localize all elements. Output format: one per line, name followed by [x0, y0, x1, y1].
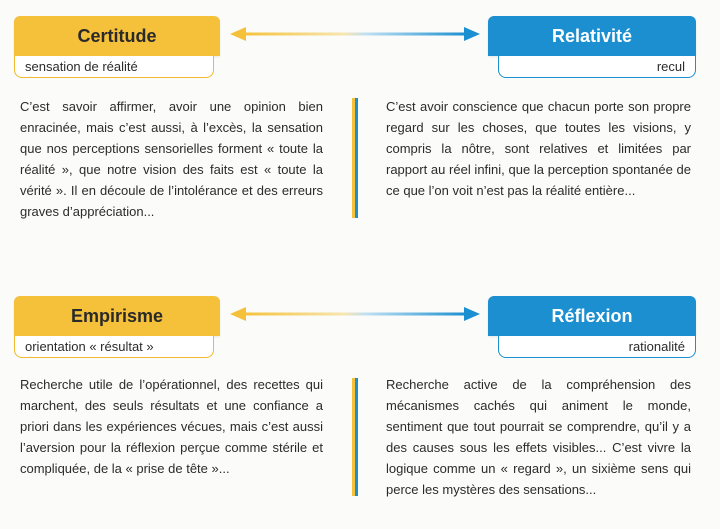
- card-title-reflexion: Réflexion: [488, 296, 696, 336]
- card-title-relativite: Relativité: [488, 16, 696, 56]
- card-title-certitude: Certitude: [14, 16, 220, 56]
- double-arrow-row2: [230, 304, 480, 324]
- arrow-left-head-icon: [230, 307, 246, 321]
- divider-row1: [352, 98, 358, 218]
- paragraph-relativite: C’est avoir conscience que chacun porte son propre regard sur les choses, que toutes les visions, y compris la nôtre, sont relatives et limitées par rapport au réel infini, que la perception spontanée de ce que l’on voit n’est pas la réalité entière...: [386, 99, 691, 198]
- card-subtitle-empirisme: orientation « résultat »: [14, 336, 214, 358]
- arrow-right-head-icon: [464, 27, 480, 41]
- paragraph-certitude: C’est savoir affirmer, avoir une opinion bien enracinée, mais c’est aussi, à l’excès, la sensation que nos perceptions sensorielles forment « toute la réalité », que notre vision des faits est « toute la vérité ». Il en découle de l’intolérance et des erreurs graves d’appréciation...: [20, 99, 323, 219]
- double-arrow-row1: [230, 24, 480, 44]
- card-subtitle-relativite: recul: [498, 56, 696, 78]
- card-title-empirisme: Empirisme: [14, 296, 220, 336]
- arrow-right-head-icon: [464, 307, 480, 321]
- arrow-left-head-icon: [230, 27, 246, 41]
- card-subtitle-reflexion: rationalité: [498, 336, 696, 358]
- card-subtitle-certitude: sensation de réalité: [14, 56, 214, 78]
- divider-row2: [352, 378, 358, 496]
- paragraph-empirisme: Recherche utile de l’opérationnel, des recettes qui marchent, des seuls résultats et une confiance a priori dans les expériences vécues, mais c’est aussi l’aversion pour la réflexion perçue comme stérile et compliquée, de la « prise de tête »...: [20, 377, 323, 476]
- paragraph-reflexion: Recherche active de la compréhension des mécanismes cachés qui animent le monde, sentiment que tout pourrait se comprendre, qu’il y a des causes sous les effets visibles... C’est vivre la logique comme un « regard », un sixième sens qui perce les mystères des sensations...: [386, 377, 691, 497]
